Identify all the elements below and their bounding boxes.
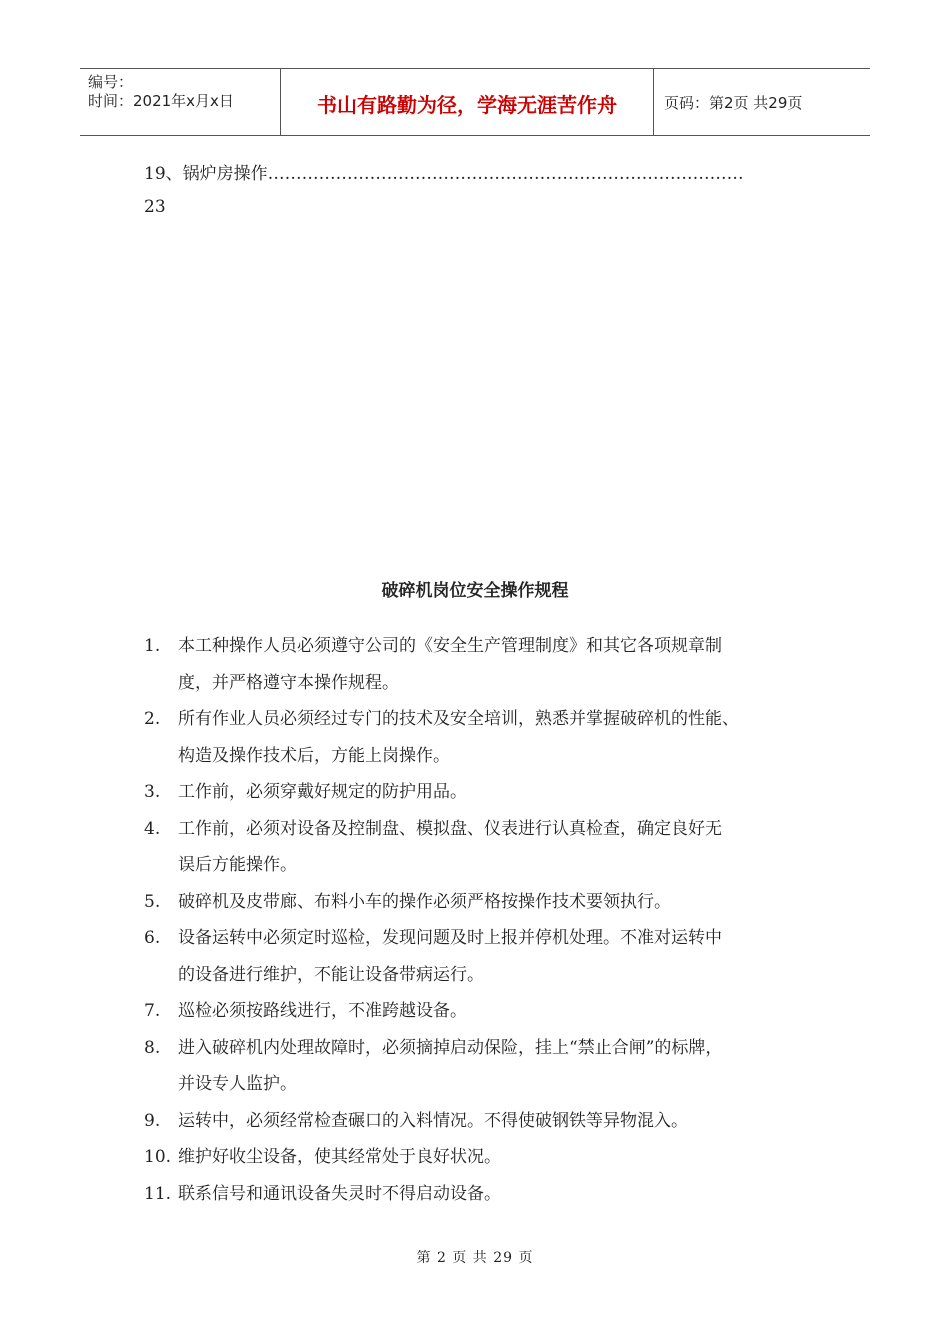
rule-line: 巡检必须按路线进行，不准跨越设备。	[178, 1001, 467, 1021]
rule-number: 1.	[144, 636, 161, 656]
rule-line: 并设专人监护。	[178, 1074, 297, 1094]
header-motto: 书山有路勤为径，学海无涯苦作舟	[281, 69, 654, 135]
header-time: 时间：2021年x月x日	[88, 92, 234, 110]
rule-number: 10.	[144, 1147, 172, 1167]
list-item	[144, 1176, 824, 1213]
toc-entry-page: 23	[144, 197, 166, 217]
list-item	[144, 628, 824, 701]
rule-number: 2.	[144, 709, 161, 729]
rule-text	[178, 920, 824, 993]
list-item	[144, 811, 824, 884]
rule-line: 进入破碎机内处理故障时，必须摘掉启动保险，挂上“禁止合闸”的标牌，	[178, 1037, 723, 1058]
rule-line: 维护好收尘设备，使其经常处于良好状况。	[178, 1147, 501, 1167]
header-page-info: 页码：第2页 共29页	[664, 93, 803, 112]
list-item	[144, 1139, 824, 1176]
document-title: 破碎机岗位安全操作规程	[381, 581, 569, 601]
rule-text	[178, 993, 824, 1030]
rule-line: 运转中，必须经常检查碾口的入料情况。不得使破钢铁等异物混入。	[178, 1110, 688, 1131]
list-item	[144, 774, 824, 811]
list-item	[144, 884, 824, 921]
page-header	[80, 68, 870, 136]
toc	[144, 158, 824, 224]
rules-list	[144, 628, 824, 1212]
rule-number: 8.	[144, 1037, 161, 1058]
rule-line: 本工种操作人员必须遵守公司的《安全生产管理制度》和其它各项规章制	[178, 636, 722, 656]
rule-text	[178, 1139, 824, 1176]
rule-text	[178, 1176, 824, 1213]
rule-line: 工作前，必须穿戴好规定的防护用品。	[178, 782, 467, 802]
rule-line: 设备运转中必须定时巡检，发现问题及时上报并停机处理。不准对运转中	[178, 928, 722, 948]
rule-line: 联系信号和通讯设备失灵时不得启动设备。	[178, 1183, 501, 1204]
rule-line: 构造及操作技术后，方能上岗操作。	[178, 745, 450, 766]
list-item	[144, 993, 824, 1030]
list-item	[144, 1103, 824, 1140]
rule-number: 11.	[144, 1183, 172, 1204]
rule-number: 3.	[144, 782, 161, 802]
rule-text	[178, 774, 824, 811]
rule-line: 度，并严格遵守本操作规程。	[178, 672, 399, 693]
list-item	[144, 1030, 824, 1103]
rule-text	[178, 1030, 824, 1103]
list-item	[144, 920, 824, 993]
rule-line: 破碎机及皮带廊、布料小车的操作必须严格按操作技术要领执行。	[178, 891, 671, 912]
rule-text	[178, 884, 824, 921]
rule-text	[178, 628, 824, 701]
rule-text	[178, 701, 824, 774]
rule-line: 误后方能操作。	[178, 855, 297, 875]
rule-text	[178, 1103, 824, 1140]
rule-number: 7.	[144, 1001, 161, 1021]
rule-line: 工作前，必须对设备及控制盘、模拟盘、仪表进行认真检查，确定良好无	[178, 818, 722, 839]
header-number: 编号：	[88, 73, 134, 91]
rule-line: 的设备进行维护，不能让设备带病运行。	[178, 964, 484, 985]
toc-entry: 19、锅炉房操作…………………………………………………………………………	[144, 164, 744, 184]
rule-number: 9.	[144, 1110, 161, 1131]
rule-text	[178, 811, 824, 884]
rule-number: 4.	[144, 818, 161, 839]
rule-number: 6.	[144, 928, 161, 948]
rule-number: 5.	[144, 891, 161, 912]
page-footer: 第 2 页 共 29 页	[416, 1250, 534, 1266]
list-item	[144, 701, 824, 774]
rule-line: 所有作业人员必须经过专门的技术及安全培训，熟悉并掌握破碎机的性能、	[178, 709, 739, 729]
header-meta	[80, 69, 281, 135]
